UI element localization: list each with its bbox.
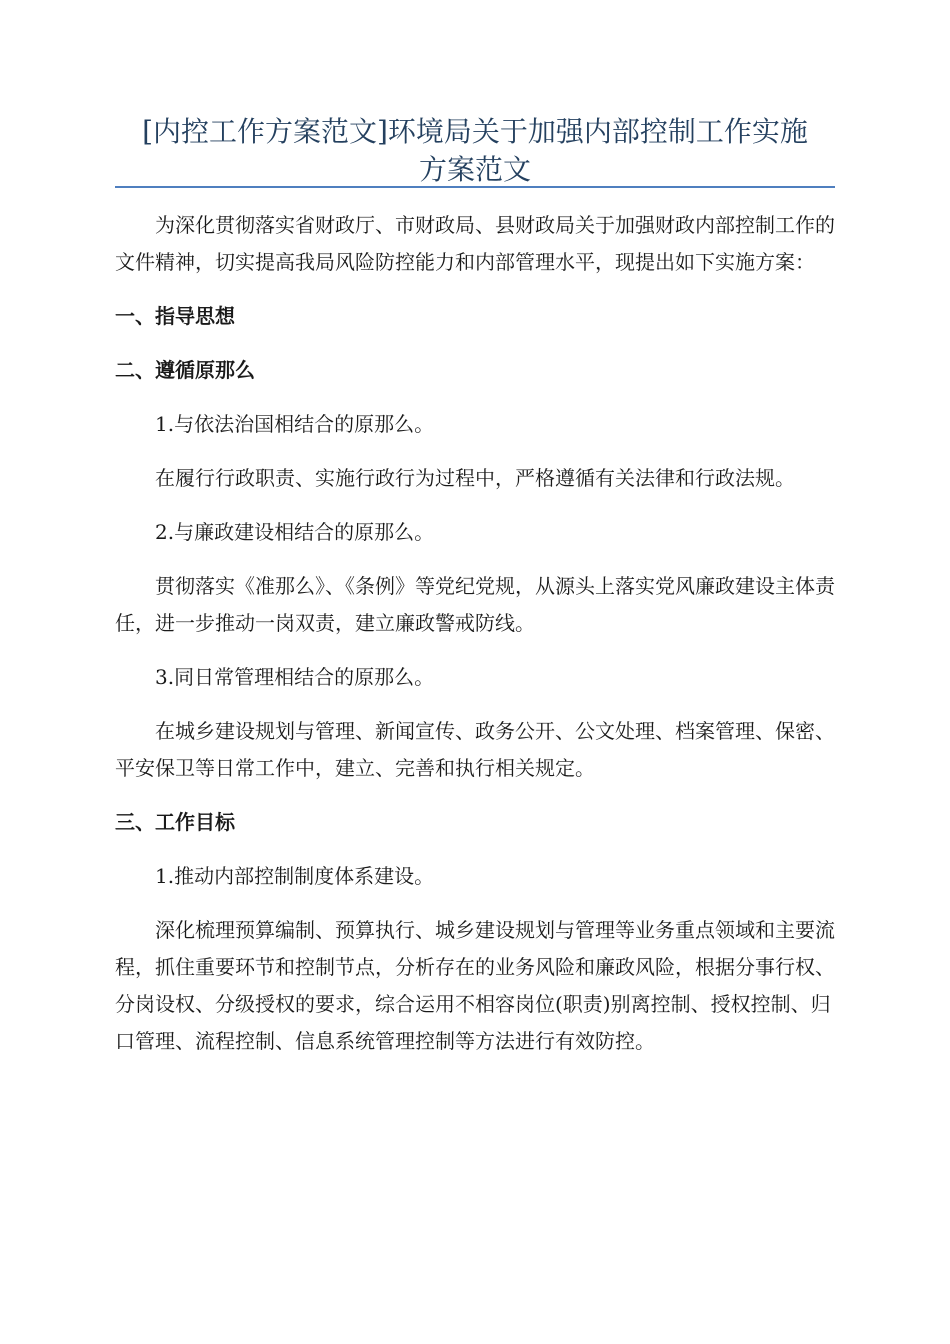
section-heading-work-goals: 三、工作目标	[115, 810, 235, 834]
title-divider	[115, 186, 835, 188]
principle-2-text: 贯彻落实《准那么》、《条例》等党纪党规，从源头上落实党风廉政建设主体责任，进一步推动一岗双责，建立廉政警戒防线。	[115, 574, 835, 635]
principle-1-title: 1.与依法治国相结合的原那么。	[155, 412, 435, 436]
document-body	[115, 207, 835, 1060]
principle-1-text: 在履行行政职责、实施行政行为过程中，严格遵循有关法律和行政法规。	[155, 466, 795, 490]
goal-1-text: 深化梳理预算编制、预算执行、城乡建设规划与管理等业务重点领域和主要流程，抓住重要环节和控制节点，分析存在的业务风险和廉政风险，根据分事行权、分岗设权、分级授权的要求，综合运用不相容岗位(职责)别离控制、授权控制、归口管理、流程控制、信息系统管理控制等方法进行有效防控。	[115, 918, 835, 1053]
intro-paragraph: 为深化贯彻落实省财政厅、市财政局、县财政局关于加强财政内部控制工作的文件精神，切实提高我局风险防控能力和内部管理水平，现提出如下实施方案：	[115, 213, 835, 274]
document-title-line-2: 方案范文	[418, 153, 531, 186]
principle-3-title: 3.同日常管理相结合的原那么。	[155, 665, 435, 689]
document-title	[115, 113, 835, 189]
principle-3-text: 在城乡建设规划与管理、新闻宣传、政务公开、公文处理、档案管理、保密、平安保卫等日常工作中，建立、完善和执行相关规定。	[115, 719, 835, 780]
principle-2-title: 2.与廉政建设相结合的原那么。	[155, 520, 435, 544]
section-heading-principles: 二、遵循原那么	[115, 358, 255, 382]
section-heading-guiding-ideology: 一、指导思想	[115, 304, 235, 328]
goal-1-title: 1.推动内部控制制度体系建设。	[155, 864, 435, 888]
document-title-line-1: [内控工作方案范文]环境局关于加强内部控制工作实施	[142, 115, 808, 148]
